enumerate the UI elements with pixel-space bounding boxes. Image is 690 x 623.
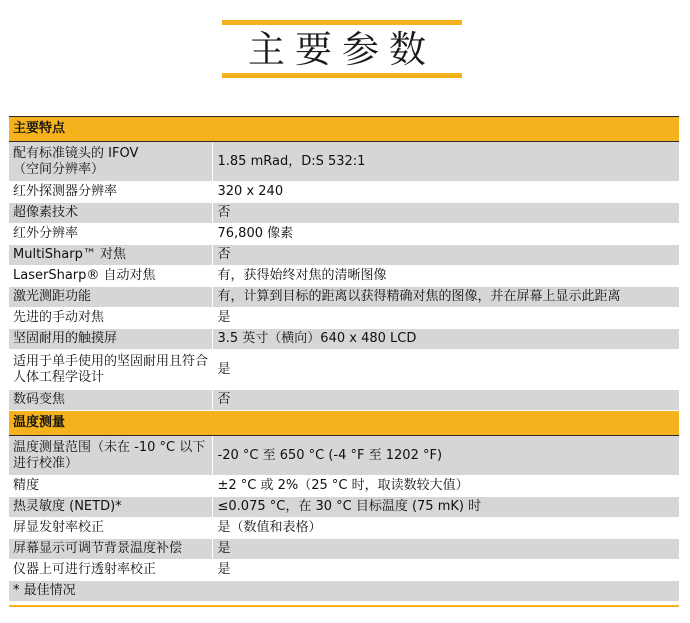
table-end-cell bbox=[9, 602, 679, 607]
spec-value: ≤0.075 °C，在 30 °C 目标温度 (75 mK) 时 bbox=[212, 497, 679, 518]
title-top-rule bbox=[222, 20, 462, 25]
spec-value: 否 bbox=[212, 203, 679, 224]
spec-label: 屏幕显示可调节背景温度补偿 bbox=[9, 539, 212, 560]
spec-row bbox=[9, 224, 679, 245]
spec-label: 激光测距功能 bbox=[9, 287, 212, 308]
title-bottom-rule bbox=[222, 73, 462, 78]
spec-value: ±2 °C 或 2%（25 °C 时，取读数较大值） bbox=[212, 476, 679, 497]
spec-label: 适用于单手使用的坚固耐用且符合人体工程学设计 bbox=[9, 350, 212, 390]
spec-value: 3.5 英寸（横向）640 x 480 LCD bbox=[212, 329, 679, 350]
spec-row bbox=[9, 182, 679, 203]
footnote-row bbox=[9, 581, 679, 602]
spec-label: 屏显发射率校正 bbox=[9, 518, 212, 539]
spec-value: -20 °C 至 650 °C (-4 °F 至 1202 °F) bbox=[212, 436, 679, 476]
spec-value: 是 bbox=[212, 539, 679, 560]
spec-value: 有，计算到目标的距离以获得精确对焦的图像，并在屏幕上显示此距离 bbox=[212, 287, 679, 308]
section-header-row bbox=[9, 411, 679, 436]
title-banner bbox=[222, 20, 462, 78]
footnote: * 最佳情况 bbox=[9, 581, 679, 602]
spec-value: 是 bbox=[212, 308, 679, 329]
spec-label: 温度测量范围（未在 -10 °C 以下进行校准） bbox=[9, 436, 212, 476]
spec-label: 坚固耐用的触摸屏 bbox=[9, 329, 212, 350]
spec-label: LaserSharp® 自动对焦 bbox=[9, 266, 212, 287]
spec-value: 是 bbox=[212, 560, 679, 581]
spec-row bbox=[9, 142, 679, 182]
spec-row bbox=[9, 539, 679, 560]
spec-row bbox=[9, 266, 679, 287]
spec-label: 精度 bbox=[9, 476, 212, 497]
spec-row bbox=[9, 329, 679, 350]
spec-value: 是 bbox=[212, 350, 679, 390]
spec-label: 红外探测器分辨率 bbox=[9, 182, 212, 203]
spec-label: 先进的手动对焦 bbox=[9, 308, 212, 329]
spec-value: 76,800 像素 bbox=[212, 224, 679, 245]
spec-value: 否 bbox=[212, 245, 679, 266]
spec-value: 有，获得始终对焦的清晰图像 bbox=[212, 266, 679, 287]
spec-row bbox=[9, 560, 679, 581]
spec-table bbox=[9, 116, 679, 607]
spec-label: 超像素技术 bbox=[9, 203, 212, 224]
spec-row bbox=[9, 287, 679, 308]
spec-label: 仪器上可进行透射率校正 bbox=[9, 560, 212, 581]
section-header: 温度测量 bbox=[9, 411, 679, 436]
spec-label: 红外分辨率 bbox=[9, 224, 212, 245]
spec-row bbox=[9, 245, 679, 266]
section-header: 主要特点 bbox=[9, 117, 679, 142]
spec-value: 1.85 mRad，D:S 532:1 bbox=[212, 142, 679, 182]
spec-row bbox=[9, 203, 679, 224]
spec-value: 320 x 240 bbox=[212, 182, 679, 203]
spec-label: 数码变焦 bbox=[9, 390, 212, 411]
spec-row bbox=[9, 308, 679, 329]
spec-row bbox=[9, 390, 679, 411]
section-header-row bbox=[9, 117, 679, 142]
spec-label: 热灵敏度 (NETD)* bbox=[9, 497, 212, 518]
spec-value: 否 bbox=[212, 390, 679, 411]
table-end-rule bbox=[9, 602, 679, 607]
spec-label: 配有标准镜头的 IFOV （空间分辨率） bbox=[9, 142, 212, 182]
spec-label: MultiSharp™ 对焦 bbox=[9, 245, 212, 266]
page-title: 主要参数 bbox=[248, 28, 436, 71]
spec-row bbox=[9, 476, 679, 497]
spec-row bbox=[9, 518, 679, 539]
spec-value: 是（数值和表格） bbox=[212, 518, 679, 539]
spec-row bbox=[9, 497, 679, 518]
spec-row bbox=[9, 350, 679, 390]
spec-row bbox=[9, 436, 679, 476]
